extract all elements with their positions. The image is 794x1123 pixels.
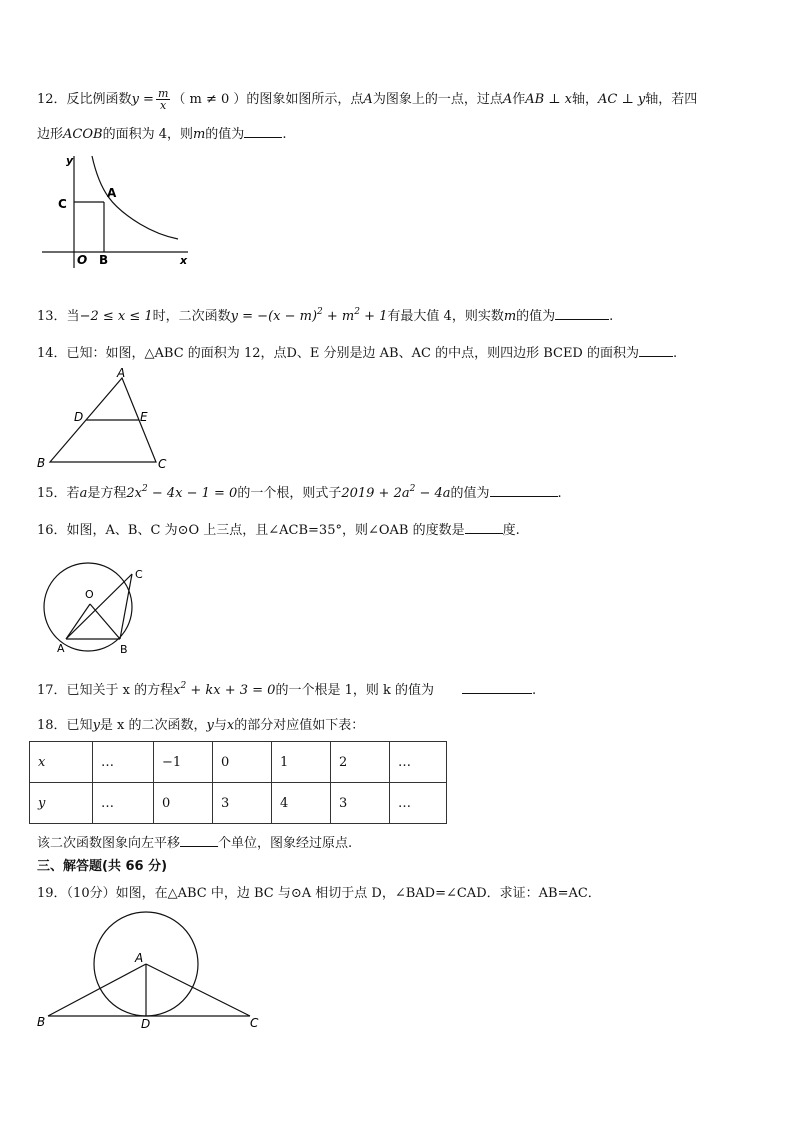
- label-b: B: [37, 456, 46, 470]
- label-o: O: [85, 588, 94, 601]
- answer-blank[interactable]: [180, 833, 218, 847]
- q15-number: 15．: [37, 486, 67, 501]
- label-a: A: [57, 642, 65, 655]
- table-row: [30, 742, 447, 783]
- q14-number: 14．: [37, 346, 67, 361]
- q12-number: 12．: [37, 92, 67, 107]
- label-c: C: [58, 197, 67, 211]
- answer-blank[interactable]: [555, 306, 609, 320]
- table-cell: 4: [272, 783, 331, 824]
- q18-line: 18．已知y是 x 的二次函数，y与x的部分对应值如下表：: [37, 718, 365, 733]
- answer-blank[interactable]: [244, 124, 282, 138]
- q18-after-line: 该二次函数图象向左平移 个单位，图象经过原点.: [37, 833, 352, 853]
- table-cell: 1: [272, 742, 331, 783]
- q16-number: 16．: [37, 523, 67, 538]
- q12-fraction: $\frac{m}{x}$: [157, 87, 169, 112]
- q19-figure: [34, 908, 274, 1034]
- table-cell: y: [30, 783, 93, 824]
- label-x: x: [180, 254, 188, 267]
- table-cell: 2: [331, 742, 390, 783]
- q14-figure: [34, 364, 174, 474]
- q15-expression: $2019 + 2a^2 - 4a$: [341, 484, 451, 501]
- table-cell: …: [93, 783, 154, 824]
- label-y: y: [66, 154, 74, 167]
- q17-number: 17．: [37, 683, 67, 698]
- table-cell: x: [30, 742, 93, 783]
- label-d: D: [74, 410, 84, 424]
- q13-line: 13．当−2 ≤ x ≤ 1时，二次函数$y = -(x - m)^2 + m^2 + 1$有最大值 4，则实数m的值为 .: [37, 307, 614, 324]
- answer-blank[interactable]: [465, 520, 503, 534]
- table-cell: 3: [331, 783, 390, 824]
- answer-blank[interactable]: [490, 483, 558, 497]
- hyperbola-curve: [92, 156, 178, 239]
- table-cell: 3: [213, 783, 272, 824]
- segment-ab: [48, 964, 146, 1016]
- table-row: [30, 783, 447, 824]
- q13-function: $y = -(x - m)^2 + m^2 + 1$: [230, 307, 388, 324]
- q13-number: 13．: [37, 309, 67, 324]
- label-c: C: [135, 568, 143, 581]
- table-cell: 0: [213, 742, 272, 783]
- q16-figure: [40, 560, 160, 656]
- segment-ao: [66, 604, 90, 639]
- label-b: B: [120, 643, 128, 656]
- label-c: C: [250, 1016, 259, 1030]
- q15-equation: $2x^2 - 4x - 1 = 0$: [126, 484, 238, 501]
- q19-line: 19．（10分）如图，在△ABC 中，边 BC 与⊙A 相切于点 D，∠BAD=∠CAD．求证：AB=AC．: [37, 886, 601, 901]
- q12-line1: 12．反比例函数y = $\frac{m}{x}$ （ m ≠ 0 ）的图象如图所示，点A为图象上的一点，过点A作AB ⊥ x轴，AC ⊥ y轴，若四: [37, 87, 698, 112]
- label-o: O: [77, 253, 88, 267]
- section-heading: 三、解答题(共 66 分): [37, 859, 168, 874]
- label-d: D: [141, 1017, 151, 1031]
- answer-blank[interactable]: [462, 680, 532, 694]
- label-b: B: [37, 1015, 46, 1029]
- q19-number: 19．: [37, 886, 67, 901]
- label-a: A: [117, 366, 126, 380]
- segment-ob: [90, 604, 120, 639]
- q18-value-table: [29, 741, 447, 824]
- table-cell: …: [390, 742, 447, 783]
- table-cell: 0: [154, 783, 213, 824]
- q17-equation: $x^2$ + kx + 3 = 0: [173, 681, 276, 698]
- label-c: C: [158, 457, 167, 471]
- label-b: B: [99, 253, 109, 267]
- table-cell: …: [390, 783, 447, 824]
- q15-line: 15．若a是方程$2x^2 - 4x - 1 = 0$的一个根，则式子$2019 + 2a^2 - 4a$的值为 .: [37, 484, 562, 501]
- answer-blank[interactable]: [639, 343, 673, 357]
- q18-number: 18．: [37, 718, 67, 733]
- q14-line: 14．已知：如图，△ABC 的面积为 12，点D、E 分别是边 AB、AC 的中点，则四边形 BCED 的面积为 .: [37, 343, 677, 363]
- q12-figure: [40, 152, 200, 270]
- label-a: A: [107, 186, 117, 200]
- q17-line: 17．已知关于 x 的方程$x^2$ + kx + 3 = 0的一个根是 1，则 k 的值为 .: [37, 681, 537, 698]
- table-cell: …: [93, 742, 154, 783]
- label-e: E: [140, 410, 148, 424]
- table-cell: −1: [154, 742, 213, 783]
- q12-line2: 边形ACOB的面积为 4，则m的值为 .: [37, 124, 286, 144]
- q16-line: 16．如图，A、B、C 为⊙O 上三点，且∠ACB=35°，则∠OAB 的度数是 度.: [37, 520, 520, 540]
- label-a: A: [135, 951, 144, 965]
